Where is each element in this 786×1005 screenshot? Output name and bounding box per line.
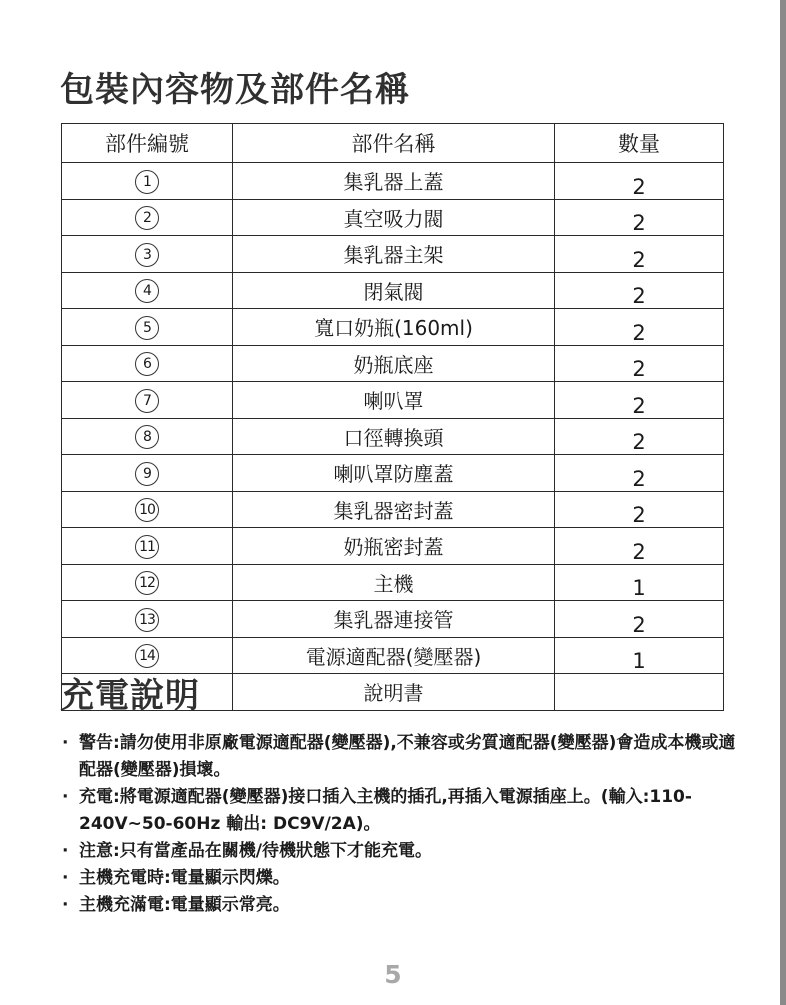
table-row bbox=[62, 601, 724, 638]
list-item bbox=[62, 892, 742, 919]
quantity-cell: 2 bbox=[555, 455, 724, 492]
part-number-cell bbox=[62, 528, 233, 565]
list-item bbox=[62, 784, 742, 838]
part-number-cell bbox=[62, 199, 233, 236]
table-row bbox=[62, 382, 724, 419]
note-text: 注意:只有當產品在關機/待機狀態下才能充電。 bbox=[79, 841, 433, 861]
part-number-cell bbox=[62, 382, 233, 419]
part-number-cell bbox=[62, 491, 233, 528]
quantity-cell: 2 bbox=[555, 528, 724, 565]
table-header-row bbox=[62, 124, 724, 163]
quantity-cell: 2 bbox=[555, 491, 724, 528]
part-number-cell bbox=[62, 564, 233, 601]
part-name-cell: 口徑轉換頭 bbox=[233, 418, 555, 455]
quantity-cell: 2 bbox=[555, 601, 724, 638]
circled-number: 3 bbox=[135, 243, 159, 267]
part-name-cell: 集乳器主架 bbox=[233, 236, 555, 273]
part-number-cell bbox=[62, 309, 233, 346]
circled-number: 7 bbox=[135, 389, 159, 413]
part-number-cell bbox=[62, 418, 233, 455]
quantity-cell: 2 bbox=[555, 163, 724, 200]
circled-number: 9 bbox=[135, 462, 159, 486]
part-name-cell: 奶瓶底座 bbox=[233, 345, 555, 382]
part-number-cell bbox=[62, 236, 233, 273]
quantity-cell: 1 bbox=[555, 564, 724, 601]
parts-table bbox=[61, 123, 724, 711]
list-item bbox=[62, 865, 742, 892]
note-text: 警告:請勿使用非原廠電源適配器(變壓器),不兼容或劣質適配器(變壓器)會造成本機或適配器(變壓器)損壞。 bbox=[79, 733, 736, 780]
header-part-name: 部件名稱 bbox=[233, 124, 555, 163]
charging-notes-list bbox=[62, 730, 742, 919]
table-row bbox=[62, 455, 724, 492]
circled-number: 11 bbox=[135, 535, 159, 559]
part-number-cell bbox=[62, 601, 233, 638]
quantity-cell: 2 bbox=[555, 345, 724, 382]
quantity-cell: 2 bbox=[555, 309, 724, 346]
list-item bbox=[62, 730, 742, 784]
quantity-cell: 2 bbox=[555, 272, 724, 309]
circled-number: 6 bbox=[135, 352, 159, 376]
part-number-cell bbox=[62, 345, 233, 382]
part-name-cell: 電源適配器(變壓器) bbox=[233, 637, 555, 674]
quantity-cell: 2 bbox=[555, 382, 724, 419]
quantity-cell: 2 bbox=[555, 418, 724, 455]
circled-number: 5 bbox=[135, 316, 159, 340]
part-name-cell: 真空吸力閥 bbox=[233, 199, 555, 236]
part-name-cell: 集乳器上蓋 bbox=[233, 163, 555, 200]
circled-number: 13 bbox=[135, 608, 159, 632]
quantity-cell bbox=[555, 674, 724, 711]
charging-section-title: 充電說明 bbox=[60, 676, 200, 716]
table-row bbox=[62, 309, 724, 346]
table-row bbox=[62, 236, 724, 273]
bullet-dot: · bbox=[62, 868, 69, 888]
table-row bbox=[62, 564, 724, 601]
parts-table-body bbox=[62, 163, 724, 711]
part-name-cell: 閉氣閥 bbox=[233, 272, 555, 309]
part-name-cell: 奶瓶密封蓋 bbox=[233, 528, 555, 565]
table-row bbox=[62, 345, 724, 382]
part-name-cell: 說明書 bbox=[233, 674, 555, 711]
table-row bbox=[62, 272, 724, 309]
bullet-dot: · bbox=[62, 733, 69, 753]
bullet-dot: · bbox=[62, 841, 69, 861]
part-number-cell bbox=[62, 272, 233, 309]
page-number: 5 bbox=[384, 960, 402, 989]
circled-number: 4 bbox=[135, 279, 159, 303]
page-edge-bar bbox=[780, 0, 786, 1005]
quantity-cell: 1 bbox=[555, 637, 724, 674]
part-name-cell: 主機 bbox=[233, 564, 555, 601]
circled-number: 10 bbox=[135, 498, 159, 522]
circled-number: 12 bbox=[135, 571, 159, 595]
table-row bbox=[62, 528, 724, 565]
quantity-cell: 2 bbox=[555, 236, 724, 273]
header-quantity: 數量 bbox=[555, 124, 724, 163]
parts-section-title: 包裝內容物及部件名稱 bbox=[60, 70, 410, 110]
list-item bbox=[62, 838, 742, 865]
note-text: 主機充滿電:電量顯示常亮。 bbox=[79, 895, 290, 915]
part-name-cell: 喇叭罩 bbox=[233, 382, 555, 419]
part-name-cell: 集乳器連接管 bbox=[233, 601, 555, 638]
note-text: 充電:將電源適配器(變壓器)接口插入主機的插孔,再插入電源插座上。(輸入:110-240V~50-60Hz 輸出: DC9V/2A)。 bbox=[79, 787, 692, 834]
note-text: 主機充電時:電量顯示閃爍。 bbox=[79, 868, 290, 888]
bullet-dot: · bbox=[62, 787, 69, 807]
table-row bbox=[62, 199, 724, 236]
part-name-cell: 喇叭罩防塵蓋 bbox=[233, 455, 555, 492]
table-row bbox=[62, 418, 724, 455]
quantity-cell: 2 bbox=[555, 199, 724, 236]
table-row bbox=[62, 491, 724, 528]
circled-number: 8 bbox=[135, 425, 159, 449]
part-name-cell: 集乳器密封蓋 bbox=[233, 491, 555, 528]
circled-number: 1 bbox=[135, 170, 159, 194]
circled-number: 14 bbox=[135, 644, 159, 668]
part-number-cell bbox=[62, 455, 233, 492]
table-row bbox=[62, 163, 724, 200]
header-part-number: 部件編號 bbox=[62, 124, 233, 163]
circled-number: 2 bbox=[135, 206, 159, 230]
part-number-cell bbox=[62, 163, 233, 200]
bullet-dot: · bbox=[62, 895, 69, 915]
part-name-cell: 寬口奶瓶(160ml) bbox=[233, 309, 555, 346]
